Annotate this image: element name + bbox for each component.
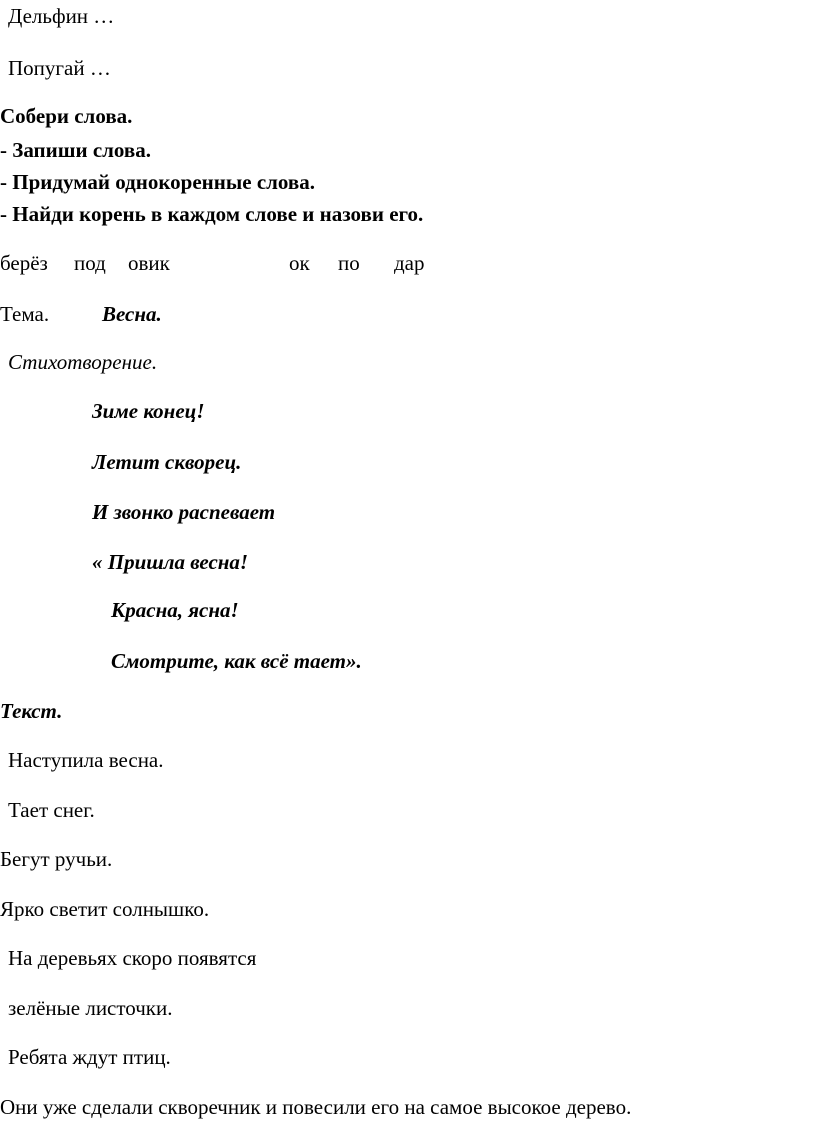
text-line: зелёные листочки. xyxy=(8,996,173,1020)
word-part: по xyxy=(338,251,360,275)
poem-line: « Пришла весна! xyxy=(92,550,249,574)
poem-line: Летит скворец. xyxy=(92,450,242,474)
poem-line: Зиме конец! xyxy=(92,399,205,423)
text-line: Наступила весна. xyxy=(8,748,164,772)
poem-line: Смотрите, как всё тает». xyxy=(111,649,362,673)
word-part: под xyxy=(74,251,106,275)
poem-heading: Стихотворение. xyxy=(8,350,158,374)
poem-line: Красна, ясна! xyxy=(111,598,239,622)
line-parrot: Попугай … xyxy=(8,56,111,80)
topic-label: Тема. xyxy=(0,302,50,326)
text-line: На деревьях скоро появятся xyxy=(8,946,257,970)
task-step-2: - Придумай однокоренные слова. xyxy=(0,170,315,194)
word-part: дар xyxy=(394,251,425,275)
word-part: ок xyxy=(289,251,310,275)
task-step-1: - Запиши слова. xyxy=(0,138,151,162)
line-dolphin: Дельфин … xyxy=(8,4,115,28)
task-title: Собери слова. xyxy=(0,104,133,128)
topic-value: Весна. xyxy=(102,302,162,326)
text-line: Ярко светит солнышко. xyxy=(0,897,210,921)
word-part: овик xyxy=(128,251,170,275)
text-line: Они уже сделали скворечник и повесили его на самое высокое дерево. xyxy=(0,1095,632,1119)
text-line: Тает снег. xyxy=(8,798,95,822)
task-step-3: - Найди корень в каждом слове и назови его. xyxy=(0,202,424,226)
poem-line: И звонко распевает xyxy=(92,500,276,524)
word-part: берёз xyxy=(0,251,48,275)
text-line: Бегут ручьи. xyxy=(0,847,113,871)
text-heading: Текст. xyxy=(0,699,63,723)
text-line: Ребята ждут птиц. xyxy=(8,1045,171,1069)
